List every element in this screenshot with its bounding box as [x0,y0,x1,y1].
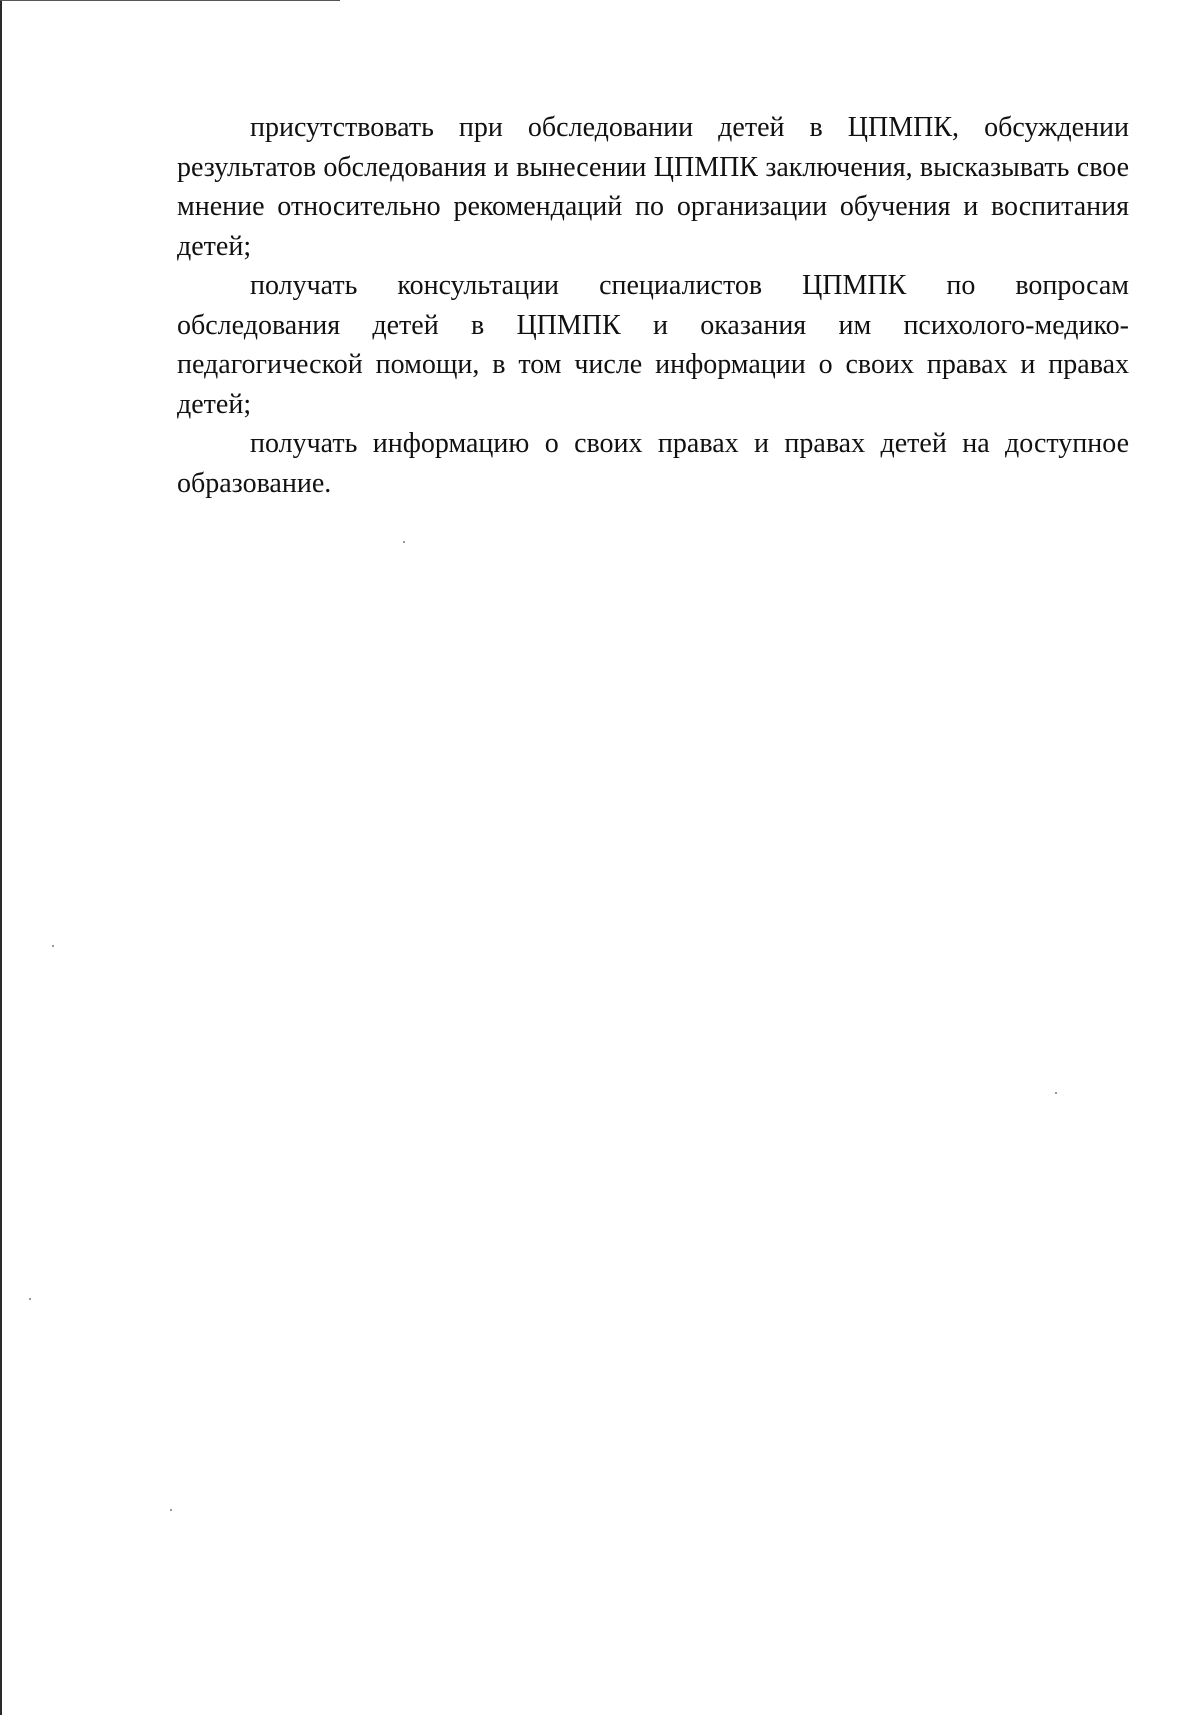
paragraph-get-consultations: получать консультации специалистов ЦПМПК по вопросам обследования детей в ЦПМПК и оказания им психолого-медико-педагогической помощи, в том числе информации о своих правах и правах детей; [177,270,1129,420]
scan-edge-left [0,0,2,1715]
scan-speck [170,1509,172,1511]
scan-speck [29,1298,31,1300]
scan-speck [403,541,405,543]
paragraph-attend-examination: присутствовать при обследовании детей в ЦПМПК, обсуждении результатов обследования и вынесении ЦПМПК заключения, высказывать свое мнение относительно рекомендаций по организации обучения и воспитания детей; [177,112,1129,262]
scan-speck [52,945,54,947]
document-body [177,108,1129,503]
scan-speck [1055,1092,1057,1094]
paragraph-get-information: получать информацию о своих правах и правах детей на доступное образование. [177,428,1129,499]
scan-edge-top [0,0,340,1]
